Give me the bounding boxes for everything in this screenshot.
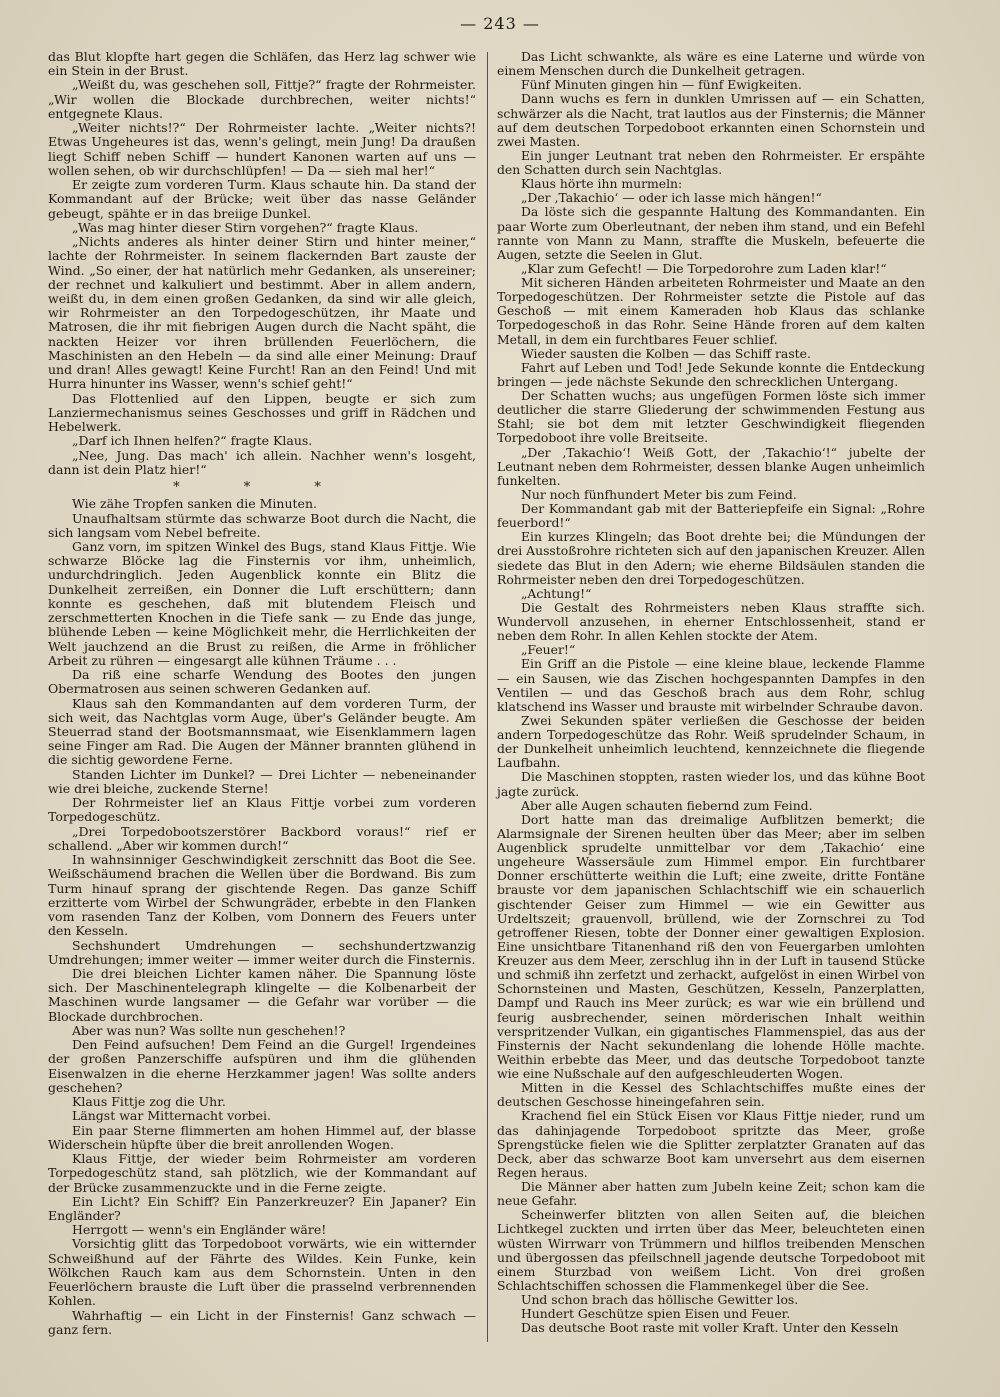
paragraph: Aber alle Augen schauten fiebernd zum Feind. bbox=[521, 797, 813, 813]
paragraph: „Was mag hinter dieser Stirn vorgehen?“ fragte Klaus. bbox=[72, 219, 419, 235]
paragraph: Klaus hörte ihn murmeln: bbox=[521, 176, 683, 192]
paragraph: In wahnsinniger Geschwindigkeit zerschnitt das Boot die See. Weißschäumend brachen die Wellen über die Bordwand. Bis zum Turm hinauf sprang der gischtende Regen. Das ganze Schiff erzitterte vom Wirbel der Schwungräder, erbebte in den Flanken vom rasenden Tanz der Kolben, vom Donnern des Feuers unter den Kesseln. bbox=[48, 852, 476, 939]
paragraph: Ein junger Leutnant trat neben den Rohrmeister. Er erspähte den Schatten durch sein Nachtglas. bbox=[497, 147, 925, 177]
paragraph: Scheinwerfer blitzten von allen Seiten auf, die bleichen Lichtkegel zuckten und irrten über das Meer, beleuchteten einen wüsten Wirrwarr von Trümmern und hilflos treibenden Menschen und übergossen das pfeilschnell jagende deutsche Torpedoboot mit einem Sturzbad von weißem Licht. Von drei großen Schlachtschiffen schossen die Flammenkegel über die See. bbox=[497, 1207, 925, 1293]
paragraph: Wieder sausten die Kolben — das Schiff raste. bbox=[521, 345, 811, 361]
paragraph: Der Schatten wuchs; aus ungefügen Formen löste sich immer deutlicher die starre Gliederung der schwimmenden Festung aus Stahl; sie bot dem mit letzter Geschwindigkeit fliegenden Torpedoboot ihre volle Breitseite. bbox=[497, 388, 925, 446]
left-column-part-two bbox=[48, 497, 476, 1337]
paragraph: Da riß eine scharfe Wendung des Bootes den jungen Obermatrosen aus seinen schweren Gedanken auf. bbox=[48, 667, 476, 697]
paragraph: Ein Licht? Ein Schiff? Ein Panzerkreuzer? Ein Japaner? Ein Engländer? bbox=[48, 1193, 476, 1223]
right-column bbox=[497, 50, 925, 1335]
paragraph: „Achtung!“ bbox=[521, 585, 592, 601]
paragraph: Die Männer aber hatten zum Jubeln keine Zeit; schon kam die neue Gefahr. bbox=[497, 1179, 925, 1209]
paragraph: Klaus Fittje zog die Uhr. bbox=[72, 1094, 226, 1110]
column-divider bbox=[487, 52, 488, 1342]
paragraph: Klaus Fittje, der wieder beim Rohrmeister am vorderen Torpedogeschütz stand, sah plötzlich, wie der Kommandant auf der Brücke zusammenzuckte und in die Ferne zeigte. bbox=[48, 1151, 476, 1195]
paragraph: Die drei bleichen Lichter kamen näher. Die Spannung löste sich. Der Maschinentelegraph klingelte — die Kolbenarbeit der Maschinen wurde langsamer — die Gefahr war vorüber — die Blockade durchbrochen. bbox=[48, 966, 476, 1024]
left-column-part-one bbox=[48, 50, 476, 477]
paragraph: Die Maschinen stoppten, rasten wieder los, und das kühne Boot jagte zurück. bbox=[497, 769, 925, 799]
paragraph: Standen Lichter im Dunkel? — Drei Lichter — nebeneinander wie drei bleiche, zuckende Sterne! bbox=[48, 766, 476, 796]
paragraph: „Darf ich Ihnen helfen?“ fragte Klaus. bbox=[72, 433, 313, 449]
paragraph: Krachend fiel ein Stück Eisen vor Klaus Fittje nieder, rund um das dahinjagende Torpedoboot spritzte das Meer, große Sprengstücke fielen wie die Splitter zerplatzter Granaten auf das Deck, aber das schwarze Boot kam unversehrt aus dem eisernen Regen heraus. bbox=[497, 1108, 925, 1180]
paragraph: „Nee, Jung. Das mach' ich allein. Nachher wenn's losgeht, dann ist dein Platz hier!“ bbox=[48, 447, 476, 477]
paragraph: Ganz vorn, im spitzen Winkel des Bugs, stand Klaus Fittje. Wie schwarze Blöcke lag die Finsternis vor ihm, unheimlich, undurchdringlich. Jeden Augenblick konnte ein Blitz die Dunkelheit zerreißen, ein Donner die Luft erschüttern; dann konnte es geschehen, daß mit blutendem Fleisch und zerschmetterten Knochen in die Tiefe sank — zu Ende das junge, blühende Leben — keine Möglichkeit mehr, die Herrlichkeiten der Welt jauchzend an die Brust zu reißen, die Arme in fröhlicher Arbeit zu rühren — eingesargt alle kühnen Träume . . . bbox=[48, 538, 476, 668]
paragraph: Der Kommandant gab mit der Batteriepfeife ein Signal: „Rohre feuerbord!“ bbox=[497, 501, 925, 531]
paragraph: „Der ‚Takachio‘! Weiß Gott, der ‚Takachio‘!“ jubelte der Leutnant neben dem Rohrmeister, dessen blanke Augen unheimlich funkelten. bbox=[497, 444, 925, 488]
paragraph: „Nichts anderes als hinter deiner Stirn und hinter meiner,“ lachte der Rohrmeister. In seinem flackernden Bart zauste der Wind. „So einer, der hat natürlich mehr Gedanken, als unsereiner; der rechnet und kalkuliert und bestimmt. Aber in allem andern, weißt du, in dem einen großen Gedanken, da sind wir alle gleich, wir Rohrmeister an den Torpedogeschützen, ihr Maate und Matrosen, die ihr mit fiebrigen Augen durch die Nacht späht, die nackten Heizer vor ihren brüllenden Feuerlöchern, die Maschinisten an den Hebeln — da sind alle einer Meinung: Drauf und dran! Alles gewagt! Keine Furcht! Ran an den Feind! Und mit Hurra hinunter ins Wasser, wenn's schief geht!“ bbox=[48, 234, 476, 392]
paragraph: Das deutsche Boot raste mit voller Kraft. Unter den Kesseln bbox=[521, 1320, 899, 1336]
paragraph: Hundert Geschütze spien Eisen und Feuer. bbox=[521, 1306, 791, 1322]
paragraph: Herrgott — wenn's ein Engländer wäre! bbox=[72, 1222, 327, 1238]
paragraph: Dann wuchs es fern in dunklen Umrissen auf — ein Schatten, schwärzer als die Nacht, trat lautlos aus der Finsternis; die Männer auf dem deutschen Torpedoboot erkannten einen Schornstein und zwei Masten. bbox=[497, 91, 925, 149]
paragraph: Und schon brach das höllische Gewitter los. bbox=[521, 1292, 799, 1307]
section-separator: * * * bbox=[173, 480, 351, 496]
paragraph: „Der ‚Takachio‘ — oder ich lasse mich hängen!“ bbox=[521, 190, 822, 206]
paragraph: Längst war Mitternacht vorbei. bbox=[72, 1108, 272, 1124]
paragraph: Sechshundert Umdrehungen — sechshundertzwanzig Umdrehungen; immer weiter — immer weiter durch die Finsternis. bbox=[48, 937, 476, 967]
paragraph: Mitten in die Kessel des Schlachtschiffes mußte eines der deutschen Geschosse hineingefahren sein. bbox=[497, 1080, 925, 1110]
paragraph: Aber was nun? Was sollte nun geschehen!? bbox=[72, 1022, 346, 1038]
paragraph: „Weißt du, was geschehen soll, Fittje?“ fragte der Rohrmeister. „Wir wollen die Blockade durchbrechen, weiter nichts!“ entgegnete Klaus. bbox=[48, 77, 476, 121]
paragraph: Den Feind aufsuchen! Dem Feind an die Gurgel! Irgendeines der großen Panzerschiffe aufspüren und ihm die glühenden Eisenwalzen in die eherne Herzkammer jagen! Was sollte anders geschehen? bbox=[48, 1037, 476, 1095]
paragraph: Ein kurzes Klingeln; das Boot drehte bei; die Mündungen der drei Ausstoßrohre richteten sich auf den japanischen Kreuzer. Allen siedete das Blut in den Adern; wie eherne Bildsäulen standen die Rohrmeister neben den drei Torpedogeschützen. bbox=[497, 529, 925, 587]
paragraph: Das Licht schwankte, als wäre es eine Laterne und würde von einem Menschen durch die Dunkelheit getragen. bbox=[497, 49, 925, 79]
paragraph: Das Flottenlied auf den Lippen, beugte er sich zum Lanziermechanismus seines Geschosses und griff in Rädchen und Hebelwerk. bbox=[48, 390, 476, 435]
paragraph: „Drei Torpedobootszerstörer Backbord voraus!“ rief er schallend. „Aber wir kommen durch!“ bbox=[48, 823, 476, 853]
paragraph: Vorsichtig glitt das Torpedoboot vorwärts, wie ein witternder Schweißhund auf der Fährte des Wildes. Kein Funke, kein Wölkchen Rauch kam aus dem Schornstein. Unten in den Feuerlöchern brauste die Luft über die prasselnd verbrennenden Kohlen. bbox=[48, 1236, 476, 1309]
paragraph: Fahrt auf Leben und Tod! Jede Sekunde konnte die Entdeckung bringen — jede nächste Sekunde den schrecklichen Untergang. bbox=[497, 359, 925, 389]
paragraph: Wahrhaftig — ein Licht in der Finsternis! Ganz schwach — ganz fern. bbox=[48, 1307, 476, 1337]
paragraph: Zwei Sekunden später verließen die Geschosse der beiden andern Torpedogeschütze das Rohr. Weiß sprudelnder Schaum, in der Dunkelheit unheimlich leuchtend, kennzeichnete die fliegende Laufbahn. bbox=[497, 712, 925, 771]
paragraph: Wie zähe Tropfen sanken die Minuten. bbox=[72, 496, 317, 512]
paragraph: Der Rohrmeister lief an Klaus Fittje vorbei zum vorderen Torpedogeschütz. bbox=[48, 795, 476, 825]
left-column bbox=[48, 50, 476, 1337]
paragraph: Klaus sah den Kommandanten auf dem vorderen Turm, der sich weit, das Nachtglas vorm Auge, über's Geländer beugte. Am Steuerrad stand der Bootsmannsmaat, wie Eisenklammern lagen seine Finger am Rad. Die Augen der Männer brannten glühend in die sichtig gewordene Ferne. bbox=[48, 695, 476, 768]
paragraph: Fünf Minuten gingen hin — fünf Ewigkeiten. bbox=[521, 77, 802, 93]
paragraph: das Blut klopfte hart gegen die Schläfen, das Herz lag schwer wie ein Stein in der Brust. bbox=[48, 49, 476, 79]
paragraph: Nur noch fünfhundert Meter bis zum Feind. bbox=[521, 486, 797, 502]
paragraph: „Feuer!“ bbox=[521, 642, 576, 658]
paragraph: Er zeigte zum vorderen Turm. Klaus schaute hin. Da stand der Kommandant auf der Brücke; weit über das nasse Geländer gebeugt, spähte er in das breiige Dunkel. bbox=[48, 177, 476, 221]
paragraph: Unaufhaltsam stürmte das schwarze Boot durch die Nacht, die sich langsam vom Nebel befreite. bbox=[48, 510, 476, 540]
paragraph: Dort hatte man das dreimalige Aufblitzen bemerkt; die Alarmsignale der Sirenen heulten über das Meer; aber im selben Augenblick sprudelte unmittelbar vor dem ‚Takachio‘ eine ungeheure Wassersäule zum Himmel empor. Ein furchtbarer Donner erschütterte weithin die Luft; eine zweite, dritte Fontäne brauste vor dem japanischen Schlachtschiff wie ein schauerlich gischtender Geiser zum Himmel — wie ein Gewitter aus Urdeltszeit; grauenvoll, brüllend, wie der Zornschrei zu Tod getroffener Riesen, tobte der Donner einer gewaltigen Explosion. Eine unsichtbare Titanenhand riß den von Feuergarben umlohten Kreuzer aus dem Meer, zerschlug ihn in der Luft in tausend Stücke und schmiß ihn zerfetzt und zerhackt, aufgelöst in einen Wirbel von Schornsteinen und Masten, Geschützen, Kesseln, Panzerplatten, Dampf und Rauch ins Meer zurück; es war wie ein brüllend und feurig ausbrechender, seinen mörderischen Inhalt weithin verspritzender Vulkan, ein gigantisches Flammenspiel, das aus der Finsternis der Nacht sekundenlang die lohende Hölle machte. Weithin erbebte das Meer, und das deutsche Torpedoboot tanzte wie eine Nußschale auf den aufgeschleuderten Wogen. bbox=[497, 811, 925, 1081]
paragraph: Die Gestalt des Rohrmeisters neben Klaus straffte sich. Wundervoll anzusehen, in eherner Entschlossenheit, stand er neben dem Rohr. In allen Kehlen stockte der Atem. bbox=[497, 599, 925, 644]
paragraph: Da löste sich die gespannte Haltung des Kommandanten. Ein paar Worte zum Oberleutnant, der neben ihm stand, und ein Befehl rannte von Mann zu Mann, straffte die Muskeln, befeuerte die Augen, setzte die Seelen in Glut. bbox=[497, 204, 925, 262]
paragraph: Ein Griff an die Pistole — eine kleine blaue, leckende Flamme — ein Sausen, wie das Zischen hochgespannten Dampfes in den Ventilen — und das Geschoß brach aus dem Rohr, schlug klatschend ins Wasser und brauste mit wirbelnder Schraube davon. bbox=[497, 656, 925, 714]
paragraph: „Weiter nichts!?“ Der Rohrmeister lachte. „Weiter nichts?! Etwas Ungeheures ist das, wenn's gelingt, mein Jung! Da draußen liegt Schiff neben Schiff — hundert Kanonen warten auf uns — wollen sehen, ob wir durchschlüpfen! — Da — sieh mal her!“ bbox=[48, 120, 476, 178]
paragraph: Mit sicheren Händen arbeiteten Rohrmeister und Maate an den Torpedogeschützen. Der Rohrmeister setzte die Pistole auf das Geschoß — mit einem Kameraden hob Klaus das schlanke Torpedogeschoß in das Rohr. Seine Hände froren auf dem kalten Metall, in dem ein furchtbares Feuer schlief. bbox=[497, 275, 925, 347]
paragraph: „Klar zum Gefecht! — Die Torpedorohre zum Laden klar!“ bbox=[521, 260, 887, 276]
paragraph: Ein paar Sterne flimmerten am hohen Himmel auf, der blasse Widerschein hüpfte über die breit anrollenden Wogen. bbox=[48, 1122, 476, 1152]
page-number: — 243 — bbox=[460, 14, 540, 33]
